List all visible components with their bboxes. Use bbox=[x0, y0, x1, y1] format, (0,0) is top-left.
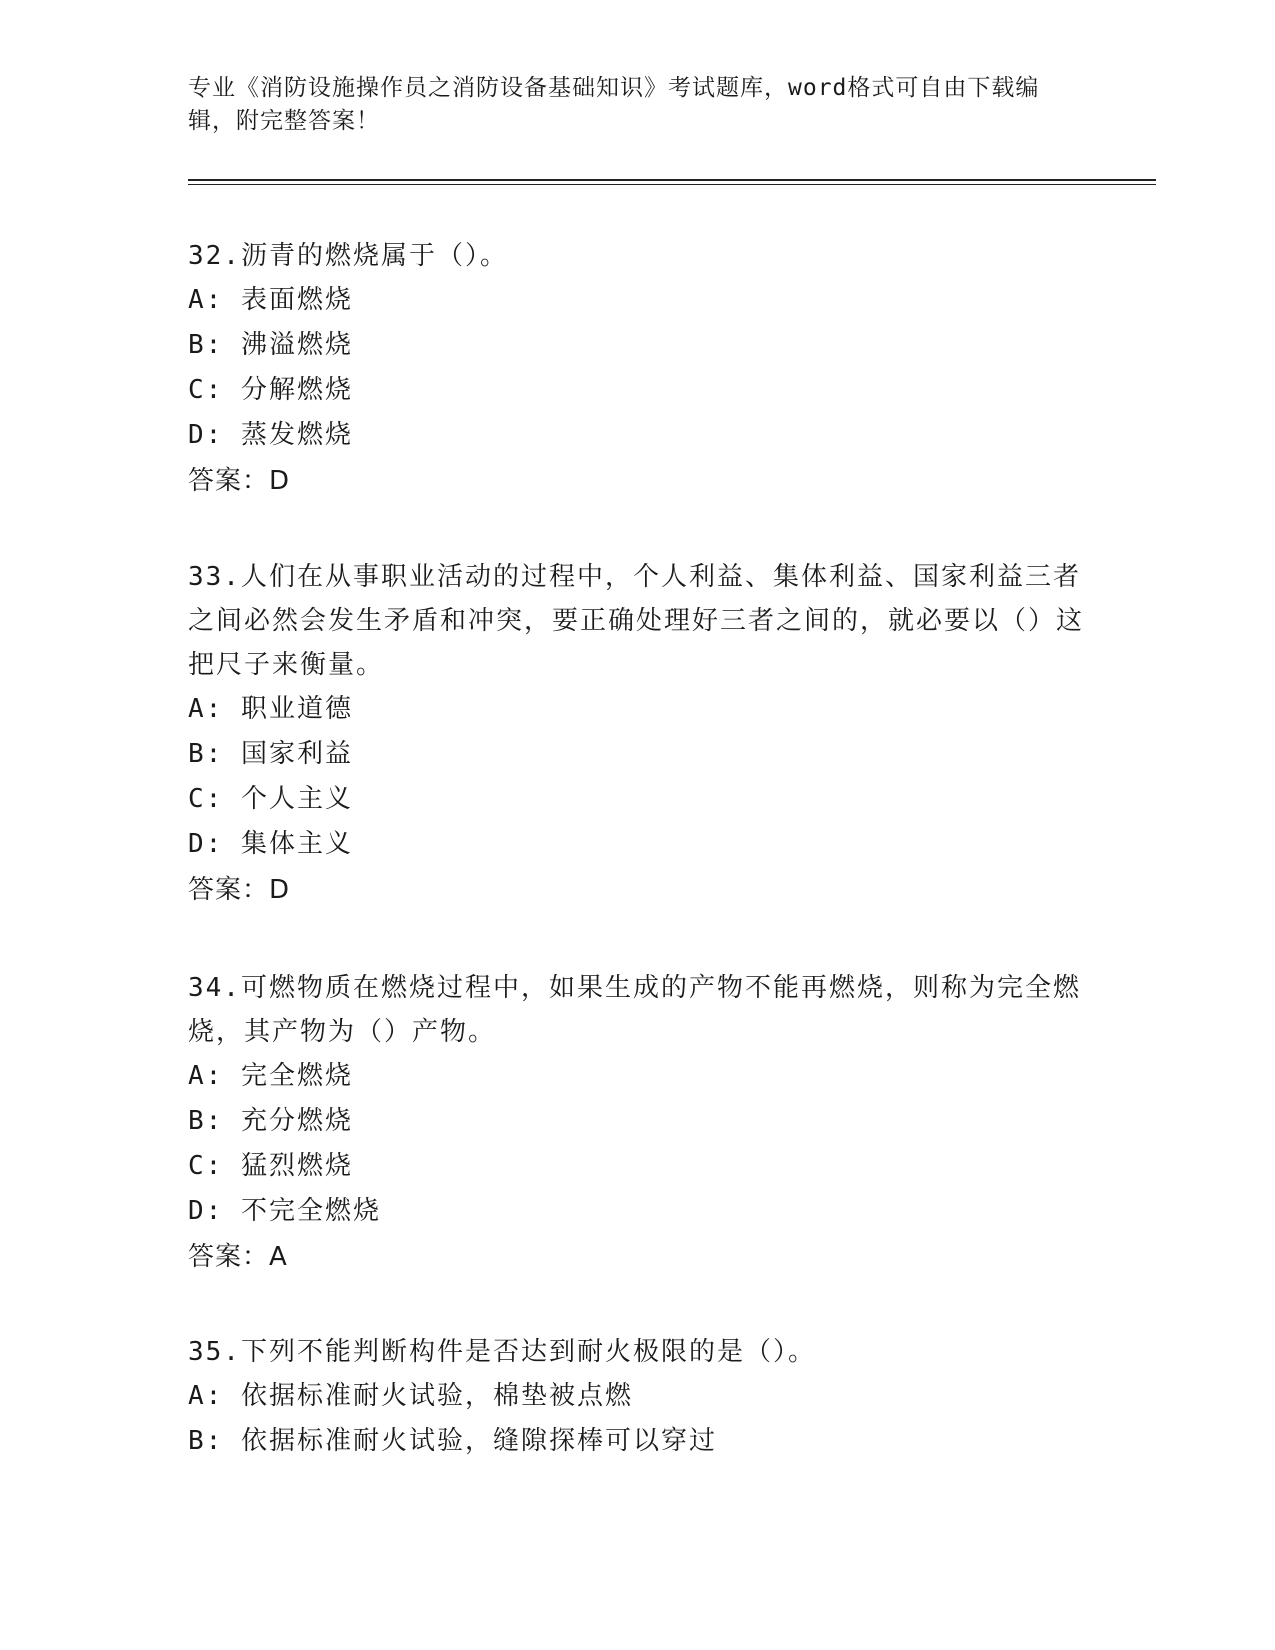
question-35 bbox=[188, 1330, 1088, 1464]
answer-line: 答案：A bbox=[188, 1242, 288, 1272]
question-text: 33.人们在从事职业活动的过程中，个人利益、集体利益、国家利益三者之间必然会发生矛盾和冲突，要正确处理好三者之间的，就必要以（）这把尺子来衡量。 bbox=[188, 562, 1085, 680]
option-a: A: 表面燃烧 bbox=[188, 285, 353, 315]
option-c: C: 个人主义 bbox=[188, 784, 353, 814]
header-divider-thin bbox=[188, 184, 1156, 185]
option-b: B: 依据标准耐火试验，缝隙探棒可以穿过 bbox=[188, 1426, 717, 1456]
option-d: D: 集体主义 bbox=[188, 829, 353, 859]
option-b: B: 沸溢燃烧 bbox=[188, 330, 353, 360]
document-header: 专业《消防设施操作员之消防设备基础知识》考试题库，word格式可自由下载编辑，附完整答案！ bbox=[188, 75, 1040, 134]
option-d: D: 不完全燃烧 bbox=[188, 1196, 381, 1226]
question-text: 35.下列不能判断构件是否达到耐火极限的是（）。 bbox=[188, 1337, 816, 1367]
answer-line: 答案：D bbox=[188, 875, 291, 905]
option-c: C: 猛烈燃烧 bbox=[188, 1151, 353, 1181]
option-a: A: 完全燃烧 bbox=[188, 1061, 353, 1091]
option-c: C: 分解燃烧 bbox=[188, 375, 353, 405]
header-divider-thick bbox=[188, 179, 1156, 181]
option-b: B: 国家利益 bbox=[188, 739, 353, 769]
question-33 bbox=[188, 555, 1088, 913]
question-32 bbox=[188, 234, 1088, 504]
question-text: 34.可燃物质在燃烧过程中，如果生成的产物不能再燃烧，则称为完全燃烧，其产物为（）产物。 bbox=[188, 973, 1081, 1047]
question-text: 32.沥青的燃烧属于（）。 bbox=[188, 241, 508, 271]
answer-line: 答案：D bbox=[188, 466, 291, 496]
option-a: A: 职业道德 bbox=[188, 694, 353, 724]
question-34 bbox=[188, 966, 1088, 1280]
option-b: B: 充分燃烧 bbox=[188, 1106, 353, 1136]
option-d: D: 蒸发燃烧 bbox=[188, 420, 353, 450]
option-a: A: 依据标准耐火试验，棉垫被点燃 bbox=[188, 1381, 633, 1411]
